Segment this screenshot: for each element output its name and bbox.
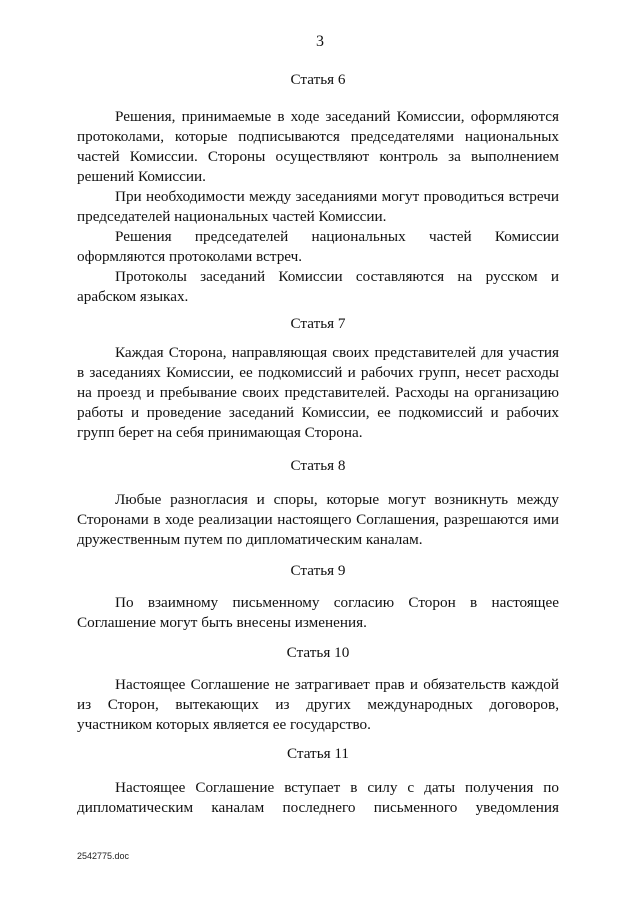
article-6-body bbox=[77, 107, 559, 307]
article-10 bbox=[77, 643, 559, 663]
article-6 bbox=[77, 70, 559, 90]
paragraph: Решения, принимаемые в ходе заседаний Комиссии, оформляются протоколами, которые подписываются председателями национальных частей Комиссии. Стороны осуществляют контроль за выполнением решений Комиссии. bbox=[77, 108, 559, 185]
article-title: Статья 7 bbox=[290, 315, 346, 332]
article-title: Статья 11 bbox=[286, 745, 350, 762]
paragraph: Протоколы заседаний Комиссии составляются на русском и арабском языках. bbox=[77, 268, 559, 305]
article-8 bbox=[77, 456, 559, 476]
article-title: Статья 6 bbox=[290, 71, 346, 88]
paragraph: Каждая Сторона, направляющая своих представителей для участия в заседаниях Комиссии, ее подкомиссий и рабочих групп, несет расходы на проезд и пребывание своих представителей. Расходы на организацию работы и проведение заседаний Комиссии, ее подкомиссий и рабочих групп берет на себя принимающая Сторона. bbox=[77, 344, 559, 441]
paragraph: При необходимости между заседаниями могут проводиться встречи председателей национальных частей Комиссии. bbox=[77, 188, 559, 225]
article-9 bbox=[77, 561, 559, 581]
paragraph: По взаимному письменному согласию Сторон в настоящее Соглашение могут быть внесены изменения. bbox=[77, 594, 559, 631]
article-7 bbox=[77, 314, 559, 334]
paragraph: Настоящее Соглашение не затрагивает прав и обязательств каждой из Сторон, вытекающих из других международных договоров, участником которых является ее государство. bbox=[77, 676, 559, 733]
article-9-body bbox=[77, 593, 559, 633]
paragraph: Настоящее Соглашение вступает в силу с даты получения по дипломатическим каналам последнего письменного уведомления bbox=[77, 779, 559, 816]
page-number: 3 bbox=[316, 33, 324, 50]
paragraph: Любые разногласия и споры, которые могут возникнуть между Сторонами в ходе реализации настоящего Соглашения, разрешаются ими дружественным путем по дипломатическим каналам. bbox=[77, 491, 559, 548]
article-title: Статья 9 bbox=[290, 562, 346, 579]
article-8-body bbox=[77, 490, 559, 550]
article-11 bbox=[77, 744, 559, 764]
article-11-body bbox=[77, 778, 559, 818]
paragraph: Решения председателей национальных частей Комиссии оформляются протоколами встреч. bbox=[77, 228, 559, 265]
document-id: 2542775.doc bbox=[77, 851, 130, 861]
article-title: Статья 10 bbox=[286, 644, 350, 661]
article-7-body bbox=[77, 343, 559, 443]
article-title: Статья 8 bbox=[290, 457, 346, 474]
article-10-body bbox=[77, 675, 559, 735]
